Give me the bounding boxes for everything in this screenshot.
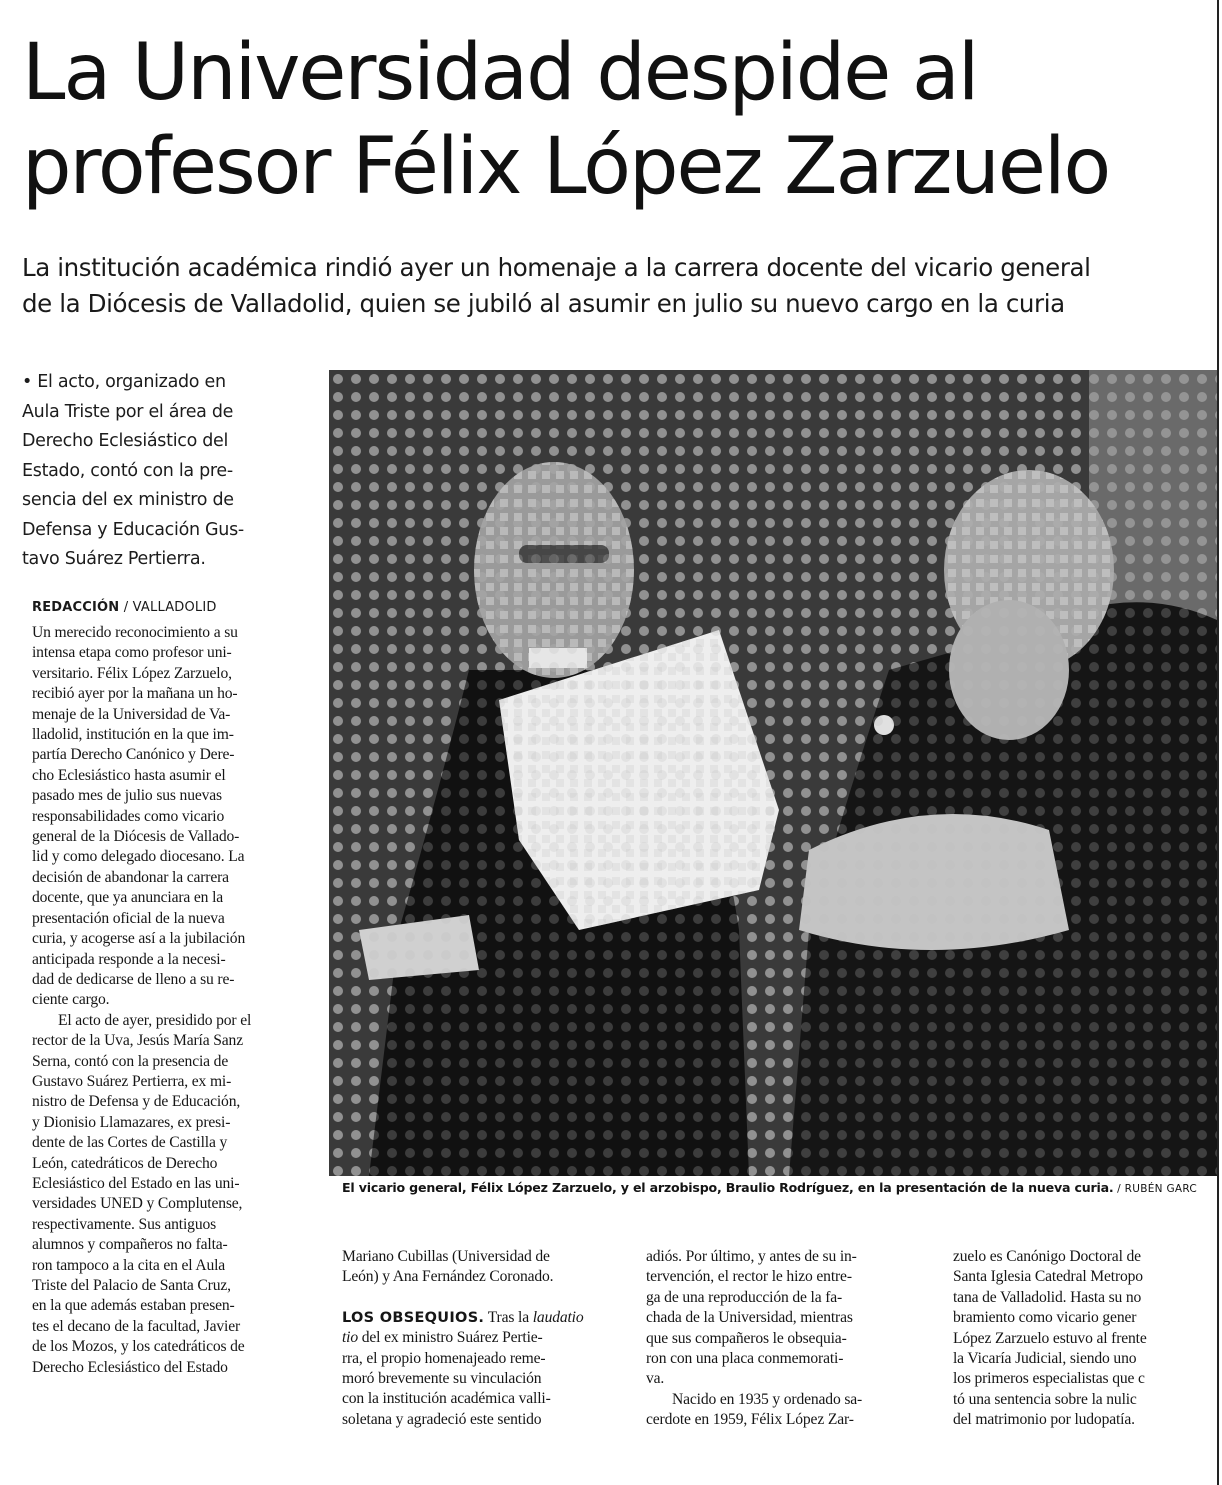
- kicker-line: [342, 1308, 632, 1328]
- text-line: zuelo es Canónigo Doctoral de: [953, 1248, 1141, 1265]
- text-line: Eclesiástico del Estado en las uni-: [32, 1174, 240, 1192]
- text-line: Santa Iglesia Catedral Metropo: [953, 1268, 1143, 1286]
- text-line: Triste del Palacio de Santa Cruz,: [32, 1277, 231, 1294]
- kicker-text: Tras la: [484, 1308, 533, 1326]
- text-line: de los Mozos, y los catedráticos de: [32, 1338, 245, 1356]
- news-photo: [329, 370, 1217, 1176]
- text-line: va.: [646, 1370, 665, 1388]
- text-line: bramiento como vicario gener: [953, 1309, 1137, 1327]
- text-line: Serna, contó con la presencia de: [32, 1052, 229, 1070]
- summary-box: [22, 368, 307, 575]
- text-line: los primeros especialistas que c: [953, 1370, 1145, 1388]
- paragraph-gap: [342, 1288, 632, 1308]
- text-line: docente, que ya anunciara en la: [32, 889, 224, 907]
- summary-line: sencia del ex ministro de: [22, 490, 234, 510]
- summary-line: • El acto, organizado en: [22, 372, 226, 392]
- kicker-italic: laudatio: [532, 1308, 584, 1326]
- text-line: dente de las Cortes de Castilla y: [32, 1134, 228, 1152]
- text-line: Mariano Cubillas (Universidad de: [342, 1248, 550, 1265]
- text-line: rector de la Uva, Jesús María Sanz: [32, 1032, 243, 1050]
- text-line: menaje de la Universidad de Va-: [32, 705, 231, 723]
- text-line: tó una sentencia sobre la nulic: [953, 1390, 1137, 1408]
- text-line: Gustavo Suárez Pertierra, ex mi-: [32, 1072, 232, 1090]
- text-line: que sus compañeros le obsequia-: [646, 1329, 847, 1347]
- byline-separator: /: [119, 600, 133, 615]
- subheadline: [22, 250, 1217, 322]
- text-line: ga de una reproducción de la fa-: [646, 1288, 843, 1306]
- right-page-edge-rule: [1217, 0, 1219, 1485]
- text-line: lid y como delegado diocesano. La: [32, 848, 245, 866]
- photo-caption: [342, 1180, 1212, 1195]
- paragraph-start-line: Nacido en 1935 y ordenado sa-: [672, 1390, 863, 1408]
- summary-line: Derecho Eclesiástico del: [22, 431, 229, 451]
- headline: [22, 26, 1217, 214]
- text-line: y Dionisio Llamazares, ex presi-: [32, 1113, 231, 1131]
- text-line: recibió ayer por la mañana un ho-: [32, 685, 238, 703]
- text-line: con la institución académica valli-: [342, 1390, 551, 1408]
- section-kicker: LOS OBSEQUIOS.: [342, 1309, 485, 1326]
- text-line: cerdote en 1959, Félix López Zar-: [646, 1411, 854, 1429]
- photo-illustration: [329, 370, 1217, 1176]
- italic-start: tio: [342, 1329, 359, 1347]
- text-line-rest: del ex ministro Suárez Pertie-: [358, 1329, 543, 1347]
- text-line: León, catedráticos de Derecho: [32, 1154, 218, 1172]
- text-line: decisión de abandonar la carrera: [32, 868, 229, 886]
- text-line: alumnos y compañeros no falta-: [32, 1236, 228, 1254]
- text-line: nistro de Defensa y de Educación,: [32, 1093, 241, 1111]
- paragraph-start-line: El acto de ayer, presidido por el: [58, 1011, 252, 1029]
- text-line: cho Eclesiástico hasta asumir el: [32, 766, 226, 784]
- text-line: [342, 1328, 632, 1348]
- text-line: presentación oficial de la nueva: [32, 909, 225, 927]
- text-line: general de la Diócesis de Vallado-: [32, 828, 240, 846]
- subheadline-line-2: de la Diócesis de Valladolid, quien se jubiló al asumir en julio su nuevo cargo en la curia: [22, 289, 1065, 318]
- text-line: tana de Valladolid. Hasta su no: [953, 1288, 1142, 1306]
- text-line: tervención, el rector le hizo entre-: [646, 1268, 852, 1286]
- text-line: la Vicaría Judicial, siendo uno: [953, 1350, 1137, 1368]
- text-line: en la que además estaban presen-: [32, 1297, 235, 1315]
- headline-line-1: La Universidad despide al: [22, 28, 978, 118]
- article-column-4: [953, 1247, 1215, 1431]
- text-line: León) y Ana Fernández Coronado.: [342, 1268, 554, 1286]
- byline: [32, 600, 312, 615]
- text-line: pasado mes de julio sus nuevas: [32, 787, 222, 805]
- text-line: dad de dedicarse de lleno a su re-: [32, 970, 235, 988]
- text-line: ron tampoco a la cita en el Aula: [32, 1256, 226, 1274]
- text-line: chada de la Universidad, mientras: [646, 1309, 853, 1327]
- text-line: del matrimonio por ludopatía.: [953, 1411, 1135, 1429]
- text-line: adiós. Por último, y antes de su in-: [646, 1248, 857, 1265]
- article-column-1: [32, 623, 322, 1378]
- text-line: respectivamente. Sus antiguos: [32, 1215, 217, 1233]
- photo-credit: / RUBÉN GARC: [1113, 1183, 1198, 1195]
- text-line: tes el decano de la facultad, Javier: [32, 1317, 241, 1335]
- subheadline-line-1: La institución académica rindió ayer un homenaje a la carrera docente del vicario general: [22, 253, 1091, 282]
- text-line: versidades UNED y Complutense,: [32, 1195, 243, 1213]
- text-line: ron con una placa conmemorati-: [646, 1350, 844, 1368]
- text-line: versitario. Félix López Zarzuelo,: [32, 664, 232, 682]
- text-line: López Zarzuelo estuvo al frente: [953, 1329, 1147, 1347]
- text-line: anticipada responde a la necesi-: [32, 950, 226, 968]
- byline-city: VALLADOLID: [132, 600, 217, 615]
- headline-line-2: profesor Félix López Zarzuelo: [22, 122, 1110, 212]
- text-line: curia, y acogerse así a la jubilación: [32, 930, 246, 948]
- summary-line: Defensa y Educación Gus-: [22, 519, 244, 540]
- summary-line: Aula Triste por el área de: [22, 401, 234, 422]
- summary-line: Estado, contó con la pre-: [22, 460, 233, 481]
- article-column-3: [646, 1247, 936, 1431]
- text-line: responsabilidades como vicario: [32, 807, 225, 825]
- byline-author: REDACCIÓN: [32, 600, 120, 615]
- halftone-overlay: [329, 370, 1217, 1176]
- text-line: partía Derecho Canónico y Dere-: [32, 746, 235, 764]
- caption-text: El vicario general, Félix López Zarzuelo, y el arzobispo, Braulio Rodríguez, en la presentación de la nueva curia.: [342, 1180, 1114, 1195]
- summary-line: tavo Suárez Pertierra.: [22, 549, 206, 569]
- text-line: lladolid, institución en la que im-: [32, 726, 234, 744]
- text-line: intensa etapa como profesor uni-: [32, 644, 232, 662]
- text-line: Derecho Eclesiástico del Estado: [32, 1358, 228, 1376]
- article-column-2: [342, 1247, 632, 1430]
- text-line: Un merecido reconocimiento a su: [32, 624, 238, 641]
- text-line: moró brevemente su vinculación: [342, 1370, 542, 1388]
- text-line: soletana y agradeció este sentido: [342, 1410, 542, 1428]
- text-line: rra, el propio homenajeado reme-: [342, 1349, 546, 1367]
- text-line: ciente cargo.: [32, 991, 110, 1009]
